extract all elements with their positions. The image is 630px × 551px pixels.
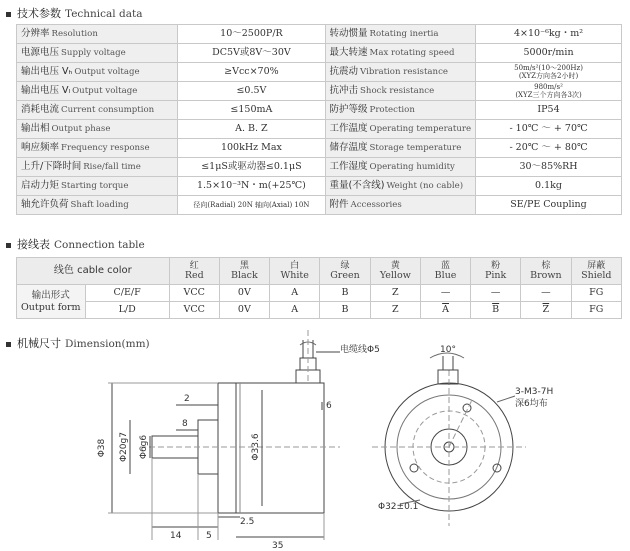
spec-value: - 20℃ ～ + 80℃ xyxy=(476,139,622,158)
wire-signal: $\overline{B}$ xyxy=(471,302,521,319)
wire-signal: Z xyxy=(370,302,420,319)
wire-signal: — xyxy=(521,285,571,302)
spec-value: ≤150mA xyxy=(178,101,325,120)
spec-label-cn: 输出相 xyxy=(21,123,50,134)
spec-value: DC5V或8V～30V xyxy=(178,44,325,63)
spec-label-en: Rotating inertia xyxy=(369,29,439,39)
dim-title-cn: 机械尺寸 xyxy=(17,337,61,350)
spec-label-cn: 工作温度 xyxy=(329,123,368,134)
wire-color-en: Shield xyxy=(581,270,612,281)
spec-value: 1.5×10⁻³N・m(+25℃) xyxy=(178,177,325,196)
spec-label-cn: 抗震动 xyxy=(329,66,359,77)
wire-signal: A xyxy=(270,285,320,302)
wire-color-en: Pink xyxy=(484,270,507,281)
wire-signal: A xyxy=(270,302,320,319)
dim-2-5: 2.5 xyxy=(240,517,255,527)
wire-signal: 0V xyxy=(219,302,269,319)
dim-d38: Φ38 xyxy=(97,438,107,458)
dim-d20: Φ20g7 xyxy=(119,432,129,462)
spec-value: ≤0.5V xyxy=(178,82,325,101)
spec-label-en: Resolution xyxy=(51,29,98,39)
spec-label-en: Accessories xyxy=(350,200,402,210)
spec-label-en: Storage temperature xyxy=(369,143,462,153)
spec-label-cn: 最大转速 xyxy=(329,47,368,58)
spec-label-cn: 启动力矩 xyxy=(21,180,60,191)
spec-value: 100kHz Max xyxy=(178,139,325,158)
wire-color-cn: 棕 xyxy=(541,261,551,271)
wire-color-cn: 黑 xyxy=(239,261,249,271)
dim-d33: Φ33.6 xyxy=(251,433,261,461)
output-form-cn: 输出形式 xyxy=(31,289,70,301)
spec-label-en: Max rotating speed xyxy=(369,48,455,58)
wire-color-en: Black xyxy=(231,270,258,281)
spec-label-cn: 分辨率 xyxy=(21,28,50,39)
spec-label-en: Supply voltage xyxy=(61,48,126,58)
spec-label-cn: 输出电压 Vₗ xyxy=(21,85,71,96)
spec-value: 30～85%RH xyxy=(476,158,622,177)
spec-value-line2: (XYZ三个方向各3次) xyxy=(515,91,582,99)
wire-signal: FG xyxy=(571,302,621,319)
spec-value-line2: (XYZ方向各2小时) xyxy=(518,72,579,80)
spec-label-cn: 储存温度 xyxy=(329,142,368,153)
wire-color-en: Yellow xyxy=(379,270,411,281)
conn-title-cn: 接线表 xyxy=(17,238,50,251)
wire-color-cn: 蓝 xyxy=(441,261,451,271)
spec-value: - 10℃ ～ + 70℃ xyxy=(476,120,622,139)
hole-spec-label: 3-M3-7H xyxy=(515,387,554,397)
angle-label: 10° xyxy=(440,345,456,355)
spec-value: ≥Vcc×70% xyxy=(178,63,325,82)
wire-color-en: Blue xyxy=(434,270,457,281)
dim-d6: Φ6g6 xyxy=(139,434,149,460)
wire-signal: VCC xyxy=(169,302,219,319)
wire-signal: — xyxy=(471,285,521,302)
spec-label-en: Starting torque xyxy=(61,181,129,191)
wire-signal: 0V xyxy=(219,285,269,302)
wire-color-en: Brown xyxy=(530,270,562,281)
output-form-en: Output form xyxy=(21,301,81,313)
wire-color-cn: 绿 xyxy=(340,261,350,271)
wire-color-en: Green xyxy=(330,270,360,281)
wire-color-cn: 屏蔽 xyxy=(587,261,606,271)
dim-14: 14 xyxy=(170,531,182,541)
spec-label-cn: 轴允许负荷 xyxy=(21,199,69,210)
wire-signal: B xyxy=(320,302,370,319)
wire-color-cn: 粉 xyxy=(491,261,501,271)
dim-35: 35 xyxy=(272,541,284,551)
dim-8: 8 xyxy=(182,419,188,429)
spec-label-en: Rise/fall time xyxy=(83,162,141,172)
spec-label-en: Vibration resistance xyxy=(360,67,448,77)
spec-label-cn: 响应频率 xyxy=(21,142,60,153)
spec-label-en: Output phase xyxy=(51,124,111,134)
hole-depth-label: 深6均布 xyxy=(515,399,548,409)
dim-title-en: Dimension(mm) xyxy=(65,338,150,350)
wire-signal: FG xyxy=(571,285,621,302)
mount-hole-left xyxy=(410,464,418,472)
spec-label-cn: 输出电压 Vₕ xyxy=(21,66,73,77)
tech-title-en: Technical data xyxy=(65,8,143,20)
encoder-body xyxy=(236,383,324,513)
output-type: C/E/F xyxy=(85,285,169,302)
front-cable-boss xyxy=(438,370,458,384)
spec-value: 4×10⁻⁶kg・m² xyxy=(476,25,622,44)
spec-value: ≤1μS或驱动器≤0.1μS xyxy=(178,158,325,177)
spec-value: A. B. Z xyxy=(178,120,325,139)
wire-color-cn: 红 xyxy=(189,261,199,271)
spec-value-line1: 980m/s² xyxy=(534,83,563,91)
spec-label-en: Output voltage xyxy=(74,67,140,77)
encoder-flange xyxy=(218,383,236,513)
wire-signal: $\overline{Z}$ xyxy=(521,302,571,319)
dim-2: 2 xyxy=(184,394,190,404)
spec-label-cn: 附件 xyxy=(329,199,349,210)
spec-value: 10～2500P/R xyxy=(178,25,325,44)
spec-label-en: Shock resistance xyxy=(360,86,435,96)
spec-label-cn: 转动惯量 xyxy=(329,28,368,39)
spec-label-cn: 重量(不含线) xyxy=(329,180,385,191)
spec-label-cn: 防护等级 xyxy=(329,104,368,115)
wire-signal: VCC xyxy=(169,285,219,302)
dim-6: 6 xyxy=(326,401,332,411)
tech-title-cn: 技术参数 xyxy=(17,7,61,20)
wire-color-en: White xyxy=(280,270,309,281)
wire-signal: Z xyxy=(370,285,420,302)
spec-label-en: Protection xyxy=(369,105,415,115)
wire-signal: — xyxy=(421,285,471,302)
spec-label-en: Operating humidity xyxy=(369,162,455,172)
spec-label-en: Shaft loading xyxy=(70,200,129,210)
spec-label-en: Frequency response xyxy=(61,143,150,153)
spec-label-en: Operating temperature xyxy=(369,124,472,134)
wire-color-cn: 黄 xyxy=(390,261,400,271)
cable-color-label: 线色 cable color xyxy=(17,258,170,285)
wire-color-cn: 白 xyxy=(290,261,300,271)
spec-value: 径向(Radial) 20N 轴向(Axial) 10N xyxy=(178,196,325,215)
spec-label-cn: 工作湿度 xyxy=(329,161,368,172)
spec-label-en: Weight (no cable) xyxy=(386,181,464,191)
spec-label-cn: 电源电压 xyxy=(21,47,60,58)
spec-label-en: Current consumption xyxy=(61,105,155,115)
wire-signal: $\overline{A}$ xyxy=(421,302,471,319)
spec-label-cn: 抗冲击 xyxy=(329,85,359,96)
wire-signal: B xyxy=(320,285,370,302)
cable-diameter-label: 电缆线Φ5 xyxy=(340,345,380,355)
spec-label-cn: 消耗电流 xyxy=(21,104,60,115)
output-type: L/D xyxy=(85,302,169,319)
spec-value: 0.1kg xyxy=(476,177,622,196)
dim-5: 5 xyxy=(206,531,212,541)
pcd-label: Φ32±0.1 xyxy=(378,502,419,512)
spec-label-en: Output voltage xyxy=(72,86,138,96)
spec-value: SE/PE Coupling xyxy=(476,196,622,215)
wire-color-en: Red xyxy=(184,270,204,281)
spec-label-cn: 上升/下降时间 xyxy=(21,161,82,172)
spec-value: 5000r/min xyxy=(476,44,622,63)
spec-value-line1: 50m/s²(10～200Hz) xyxy=(514,64,583,72)
conn-title-en: Connection table xyxy=(54,239,145,251)
spec-value: IP54 xyxy=(476,101,622,120)
